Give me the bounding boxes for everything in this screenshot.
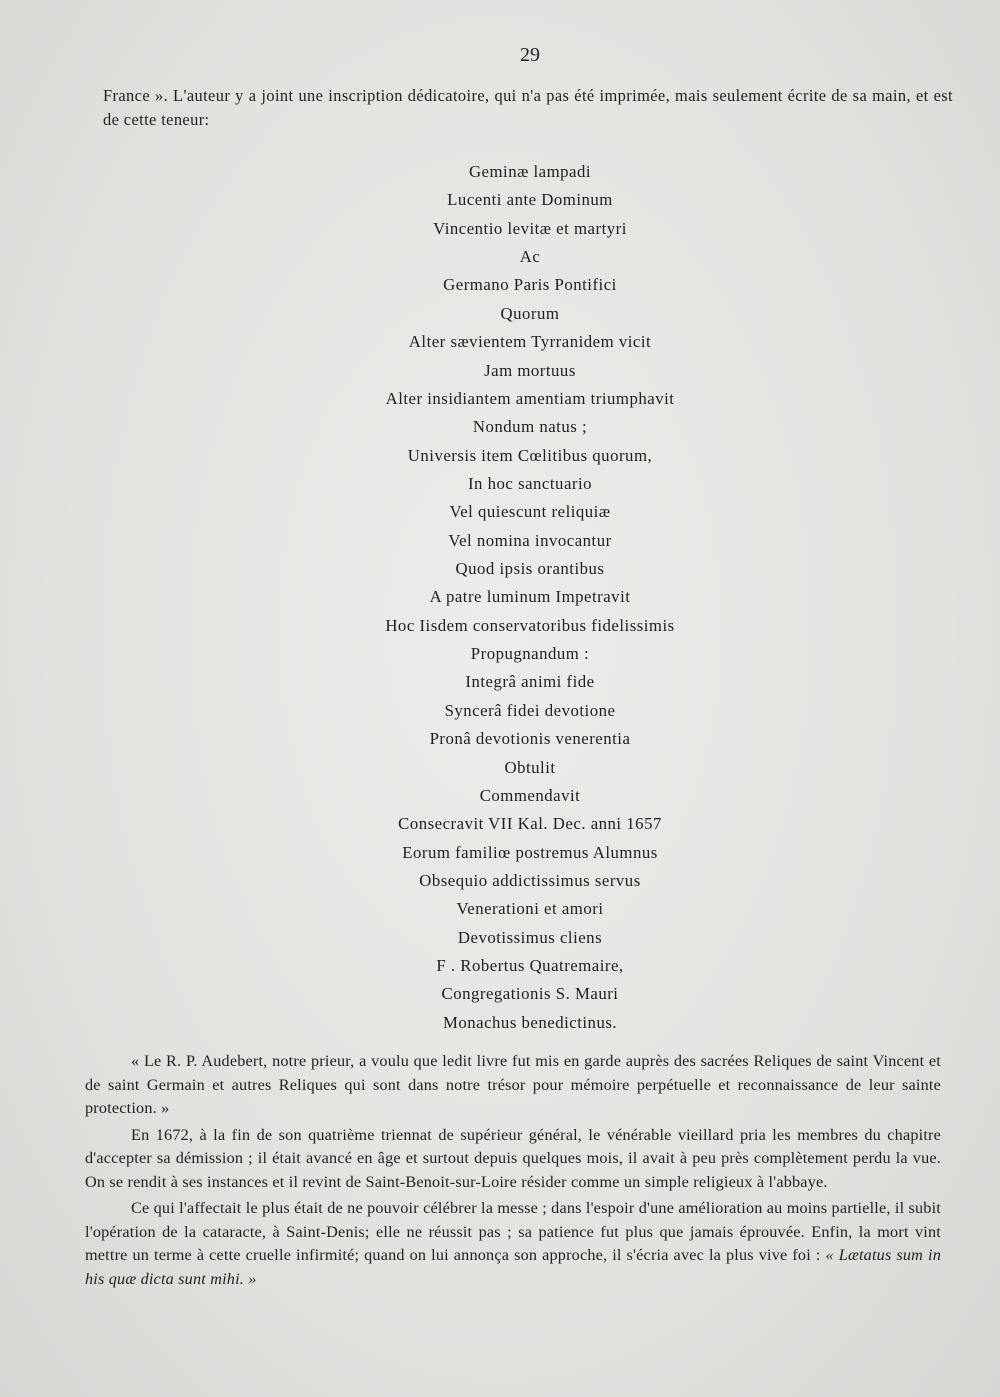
inscription-line: Universis item Cœlitibus quorum, — [407, 445, 653, 465]
intro-text: France ». L'auteur y a joint une inscription dédicatoire, qui n'a pas été imprimée, mais seulement écrite de sa main, et est de cette teneur: — [103, 86, 953, 129]
inscription-line: Commendavit — [479, 785, 581, 805]
inscription-line: Vel quiescunt reliquiæ — [449, 502, 611, 522]
body-text — [85, 1050, 941, 1294]
inscription-line: Germano Paris Pontifici — [443, 275, 617, 295]
inscription-line: Eorum familiœ postremus Alumnus — [402, 842, 658, 862]
inscription-line: Integrâ animi fide — [465, 672, 595, 692]
inscription-line: Lucenti ante Dominum — [447, 190, 613, 210]
inscription-line: Jam mortuus — [484, 360, 576, 380]
inscription-line: Propugnandum : — [470, 644, 590, 664]
inscription-line: Quorum — [500, 303, 560, 323]
inscription-line: Alter insidiantem amentiam triumphavit — [385, 388, 675, 408]
inscription-line: Pronâ devotionis venerentia — [429, 729, 631, 749]
inscription-line: In hoc sanctuario — [467, 473, 593, 493]
paragraph-demission: En 1672, à la fin de son quatrième triennat de supérieur général, le vénérable vieillard pria les membres du chapitre d'accepter sa démission ; il était avancé en âge et surtout depuis quelques mois, il avait à peu près complètement perdu la vue. On se rendit à ses instances et il revint de Saint-Benoit-sur-Loire résider comme un simple religieux à l'abbaye. — [85, 1125, 941, 1191]
paragraph-cataracte — [85, 1197, 941, 1291]
inscription-line: Obtulit — [504, 757, 556, 777]
inscription-line: Ac — [519, 247, 541, 267]
inscription-line: Syncerâ fidei devotione — [444, 700, 616, 720]
paragraph-cataracte-text: Ce qui l'affectait le plus était de ne pouvoir célébrer la messe ; dans l'espoir d'une amélioration au moins partielle, il subit l'opération de la cataracte, à Saint-Denis; elle ne réussit pas ; sa patience fut plus que jamais éprouvée. Enfin, la mort vint mettre un terme à cette cruelle infirmité; quand on lui annonça son approche, il s'écria avec la plus vive foi : — [85, 1199, 941, 1264]
inscription-line: Monachus benedictinus. — [442, 1012, 618, 1032]
inscription-line: Consecravit VII Kal. Dec. anni 1657 — [398, 814, 662, 834]
dedicatory-inscription — [300, 158, 760, 1037]
inscription-line: Geminæ lampadi — [468, 162, 592, 181]
inscription-line: Quod ipsis orantibus — [455, 559, 605, 579]
inscription-line: Vel nomina invocantur — [448, 530, 612, 550]
inscription-line: F . Robertus Quatremaire, — [436, 956, 624, 976]
inscription-line: Nondum natus ; — [472, 417, 588, 437]
inscription-line: Alter sævientem Tyrranidem vicit — [408, 332, 652, 352]
inscription-line: Devotissimus cliens — [457, 927, 603, 947]
inscription-line: Obsequio addictissimus servus — [419, 870, 641, 890]
latin-quote: « Lætatus sum in his quæ dicta sunt mihi. » — [85, 1246, 942, 1288]
inscription-line: A patre luminum Impetravit — [429, 587, 631, 607]
intro-paragraph — [103, 84, 953, 132]
paragraph-reliques: « Le R. P. Audebert, notre prieur, a voulu que ledit livre fut mis en garde auprès des sacrées Reliques de saint Vincent et de saint Germain et autres Reliques qui sont dans notre trésor pour mémoire perpétuelle et reconnaissance de leur sainte protection. » — [85, 1052, 941, 1117]
inscription-line: Hoc Iisdem conservatoribus fidelissimis — [385, 615, 675, 635]
inscription-line: Vincentio levitæ et martyri — [433, 218, 627, 238]
inscription-line: Venerationi et amori — [456, 899, 604, 919]
page-number: 29 — [520, 44, 540, 66]
inscription-line: Congregationis S. Mauri — [441, 984, 619, 1004]
